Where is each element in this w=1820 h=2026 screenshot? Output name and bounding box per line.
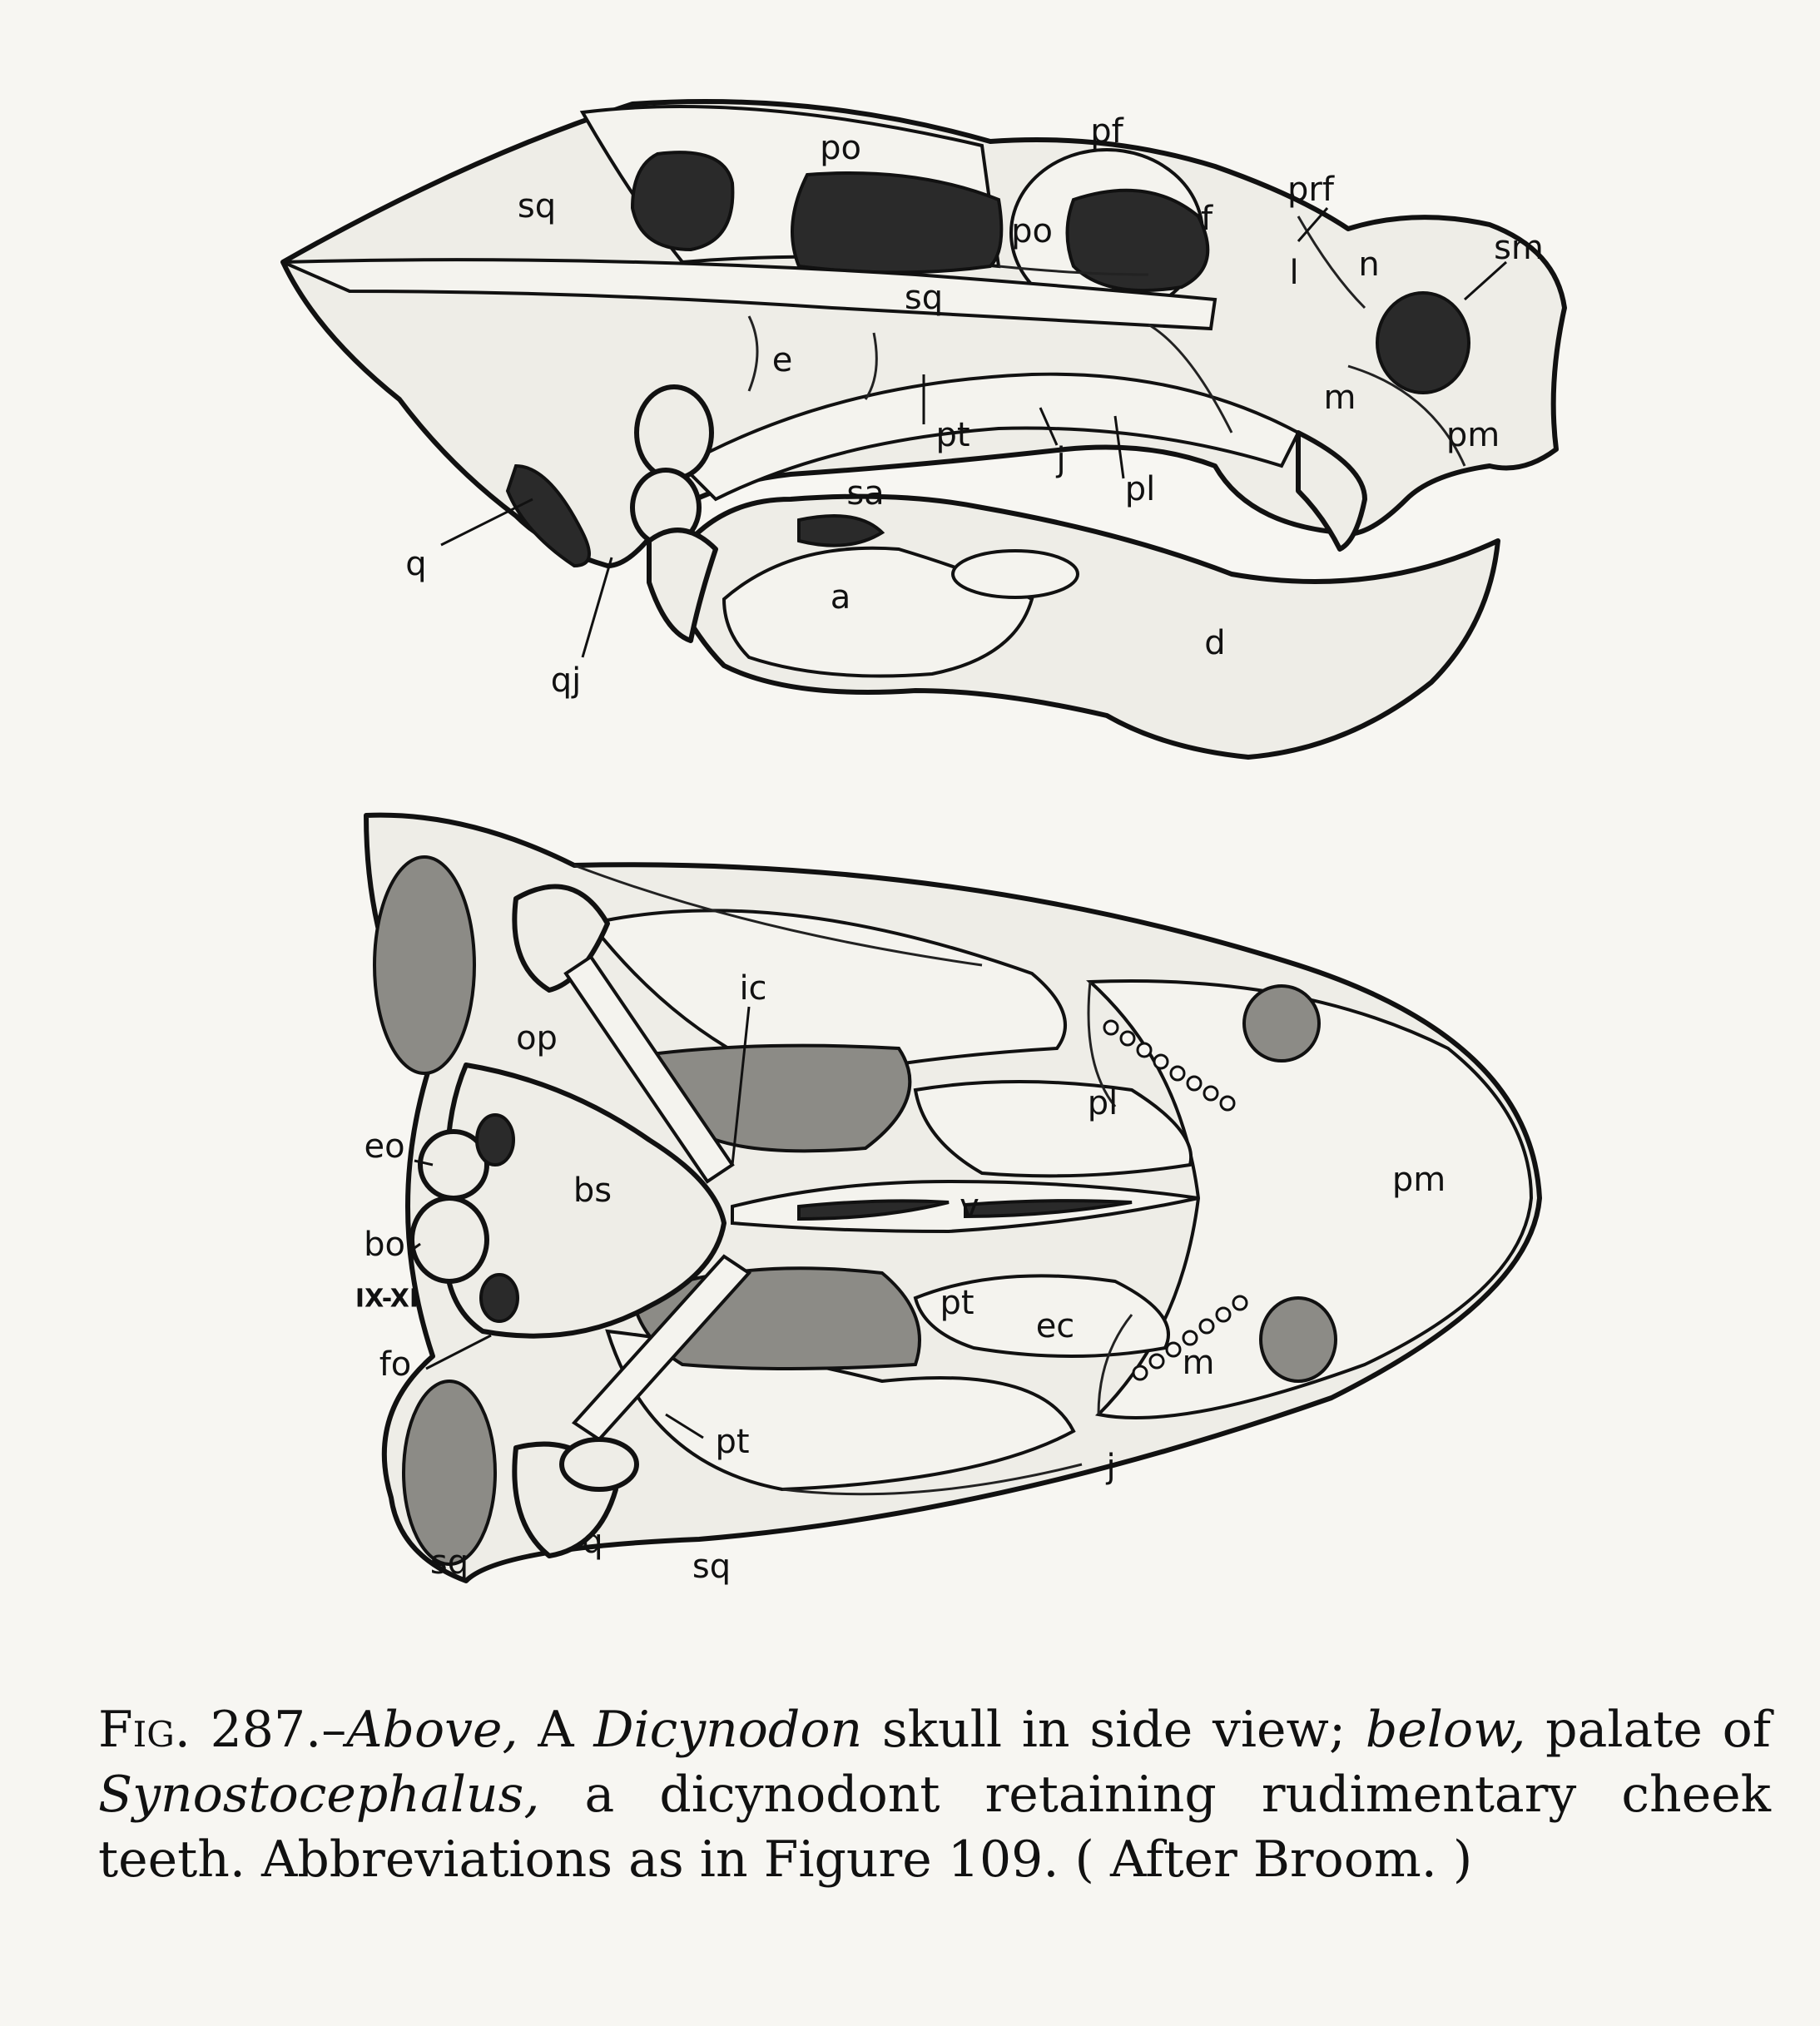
label-j: j [1056,441,1066,479]
tusk-socket-upper [1244,986,1319,1061]
label-l: l [1289,254,1299,292]
label-v: v [960,1187,979,1226]
caption-genus-dicynodon: Dicynodon [593,1701,863,1759]
caption-text-4: a dicynodont retaining rudimentary cheek teeth. Abbreviations as in Figure 109. ( After Broom. ) [98,1766,1771,1889]
basioccipital-knob [412,1198,487,1281]
pterygoid-boss [562,1439,637,1489]
label-f: f [1200,200,1213,238]
temporal-opening-front [632,152,732,250]
squamosal-lobe-lower [404,1381,495,1564]
caption-text-3: palate of [1525,1701,1771,1759]
squamosal-lobe-upper [374,857,474,1073]
caption-fig-label: Fig. [98,1701,191,1759]
label-q: q [405,545,427,583]
caption-below: below, [1365,1701,1526,1759]
jaw-opening [953,551,1078,597]
caption-text-1: A [518,1701,594,1759]
label-pt-upper: pt [940,1284,974,1322]
caption-above: Above, [346,1701,518,1759]
label-ix-xi: IX-XI [355,1284,419,1314]
foramen-lower [481,1275,518,1321]
label-pl: pl [1124,470,1156,508]
label-pf: pf [1090,112,1123,151]
quadrate-condyle-upper [637,387,712,478]
label-prf: prf [1287,171,1334,209]
label-d: d [1204,624,1226,662]
label-pm: pm [1391,1161,1446,1199]
dicynodon-skull-side-view [283,102,1565,757]
label-eo: eo [364,1127,405,1166]
caption-fig-number: 287.– [210,1701,347,1759]
synostocephalus-palate-view [355,815,1540,1586]
label-sq-upper: sq [517,187,557,225]
label-pt: pt [935,416,970,454]
label-ec: ec [1035,1307,1075,1345]
label-j: j [1106,1448,1116,1486]
label-m: m [1182,1344,1215,1382]
caption-genus-synostocephalus: Synostocephalus, [98,1766,540,1824]
label-a: a [830,578,851,617]
label-sq-right: sq [692,1548,731,1586]
caption-text-2: skull in side view; [862,1701,1366,1759]
label-q: q [582,1523,603,1561]
label-bo: bo [364,1226,405,1264]
tusk-socket-lower [1261,1298,1336,1381]
label-qj: qj [550,661,582,700]
label-pl: pl [1087,1084,1118,1122]
label-pm: pm [1446,416,1500,454]
label-sq-lower: sq [904,279,944,317]
temporal-opening-main [792,173,1001,273]
label-m: m [1323,379,1356,417]
label-sq-left: sq [429,1543,469,1582]
label-sm: sm [1494,229,1544,267]
label-op: op [516,1019,558,1058]
label-pt-lower: pt [715,1423,750,1461]
label-n: n [1358,245,1380,284]
label-po-2: po [1011,212,1053,250]
label-sa: sa [846,474,885,513]
label-bs: bs [573,1172,612,1210]
label-ic: ic [739,969,767,1008]
foramen-upper [477,1115,513,1165]
label-e: e [771,341,793,379]
label-fo: fo [379,1345,412,1384]
label-po: po [820,129,861,167]
figure-caption [98,1697,1771,1892]
nostril [1377,293,1469,393]
